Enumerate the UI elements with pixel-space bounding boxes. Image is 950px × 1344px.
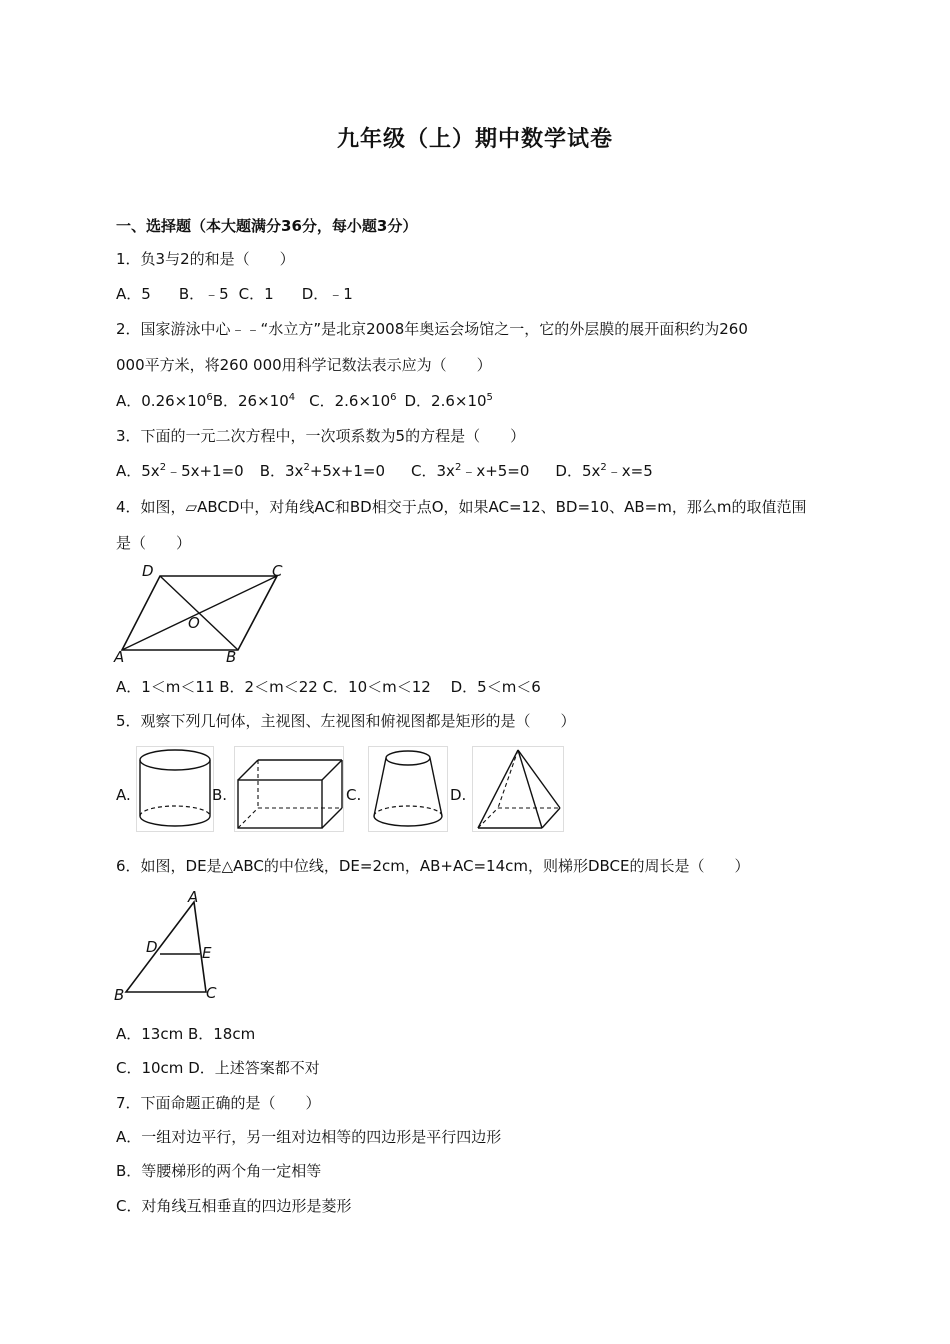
label-d: D <box>142 562 154 580</box>
question-4-stem-line1: 4．如图，▱ABCD中，对角线AC和BD相交于点O，如果AC=12、BD=10、AB=m，那么m的取值范围 <box>116 498 807 516</box>
question-6-options-line2: C．10cm D．上述答案都不对 <box>116 1059 320 1077</box>
label-b: B <box>114 986 125 1004</box>
question-6-options-line1: A．13cm B．18cm <box>116 1025 256 1043</box>
question-4-options: A．1＜m＜11 B．2＜m＜22 C．10＜m＜12 D．5＜m＜6 <box>116 678 541 696</box>
parallelogram-svg <box>112 560 292 668</box>
option-d: D．$5x^2﹣x=5$ <box>555 462 653 480</box>
question-3-options <box>116 460 653 482</box>
label-o: O <box>188 614 200 632</box>
question-2-stem-line2: 000平方米，将260 000用科学记数法表示应为（ ） <box>116 356 492 374</box>
question-5-stem: 5．观察下列几何体，主视图、左视图和俯视图都是矩形的是（ ） <box>116 712 576 730</box>
option-a: A．5 <box>116 285 151 303</box>
label-e: E <box>202 944 212 962</box>
question-3-stem: 3．下面的一元二次方程中，一次项系数为5的方程是（ ） <box>116 427 526 445</box>
cuboid-figure <box>234 746 344 832</box>
option-b: B．$26\times 10^4$ <box>212 392 296 410</box>
question-7-option-a: A．一组对边平行，另一组对边相等的四边形是平行四边形 <box>116 1128 502 1146</box>
frustum-figure <box>368 746 448 832</box>
question-2-stem-line1: 2．国家游泳中心﹣﹣“水立方”是北京2008年奥运会场馆之一，它的外层膜的展开面积约为260 <box>116 320 748 338</box>
label-b: B <box>226 648 237 666</box>
option-b-label: B. <box>212 786 228 804</box>
option-a: A．$5x^2﹣5x+1=0$ <box>116 462 244 480</box>
section-heading: 一、选择题（本大题满分36分，每小题3分） <box>116 217 418 235</box>
question-6-stem: 6．如图，DE是△ABC的中位线，DE=2cm，AB+AC=14cm，则梯形DBCE的周长是（ ） <box>116 857 750 875</box>
cylinder-figure <box>136 746 214 832</box>
option-b: B．$3x^2+5x+1=0$ <box>259 462 386 480</box>
diagonal-bd <box>160 576 238 650</box>
option-c: C．1 <box>238 285 274 303</box>
label-c: C <box>206 984 217 1002</box>
question-4-stem-line2: 是（ ） <box>116 534 192 552</box>
question-1-stem: 1．负3与2的和是（ ） <box>116 250 295 268</box>
label-a: A <box>188 888 199 906</box>
option-c-label: C. <box>346 786 362 804</box>
option-c: C．$3x^2﹣x+5=0$ <box>411 462 530 480</box>
label-c: C <box>272 562 283 580</box>
question-7-option-c: C．对角线互相垂直的四边形是菱形 <box>116 1197 352 1215</box>
page-title: 九年级（上）期中数学试卷 <box>336 127 613 152</box>
triangle-abc <box>126 902 206 992</box>
pyramid-figure <box>472 746 564 832</box>
option-c: C．$2.6\times 10^6$ <box>309 392 397 410</box>
question-2-options <box>116 390 493 412</box>
question-7-stem: 7．下面命题正确的是（ ） <box>116 1094 321 1112</box>
triangle-figure <box>112 888 232 1006</box>
option-d-label: D. <box>450 786 467 804</box>
option-d: D．$2.6\times 10^5$ <box>404 392 493 410</box>
option-b: B．﹣5 <box>178 285 229 303</box>
option-a: A．$0.26\times 10^6$ <box>116 392 213 410</box>
parallelogram-figure <box>112 560 292 668</box>
label-a: A <box>114 648 125 666</box>
option-d: D．﹣1 <box>301 285 353 303</box>
option-a-label: A. <box>116 786 131 804</box>
label-d: D <box>146 938 158 956</box>
question-1-options <box>116 283 353 305</box>
question-7-option-b: B．等腰梯形的两个角一定相等 <box>116 1162 322 1180</box>
